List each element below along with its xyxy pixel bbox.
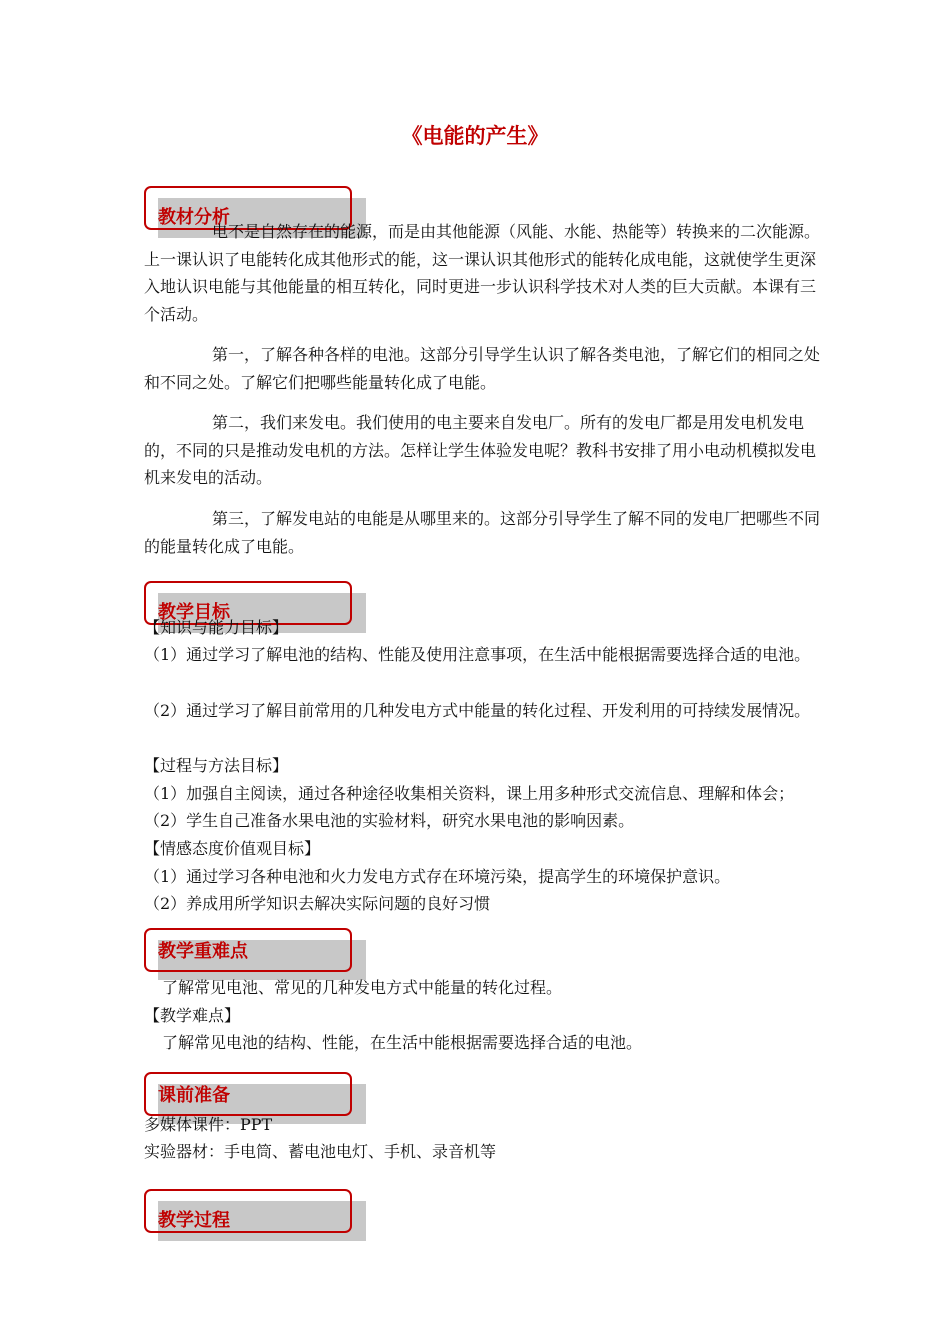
material-paragraph-2: 第一，了解各种各样的电池。这部分引导学生认识了解各类电池，了解它们的相同之处和不同之处。了解它们把哪些能量转化成了电能。	[144, 345, 821, 392]
section-heading: 教材分析	[158, 207, 230, 228]
section-heading: 教学目标	[158, 602, 230, 623]
process-goal-1: （1）加强自主阅读，通过各种途径收集相关资料，课上用多种形式交流信息、理解和体会；	[144, 784, 795, 803]
material-paragraph-3: 第二，我们来发电。我们使用的电主要来自发电厂。所有的发电厂都是用发电机发电的，不同的只是推动发电机的方法。怎样让学生体验发电呢？教科书安排了用小电动机模拟发电机来发电的活动。	[144, 413, 817, 487]
prep-media: 多媒体课件：PPT	[144, 1115, 273, 1134]
emotion-goals-label: 【情感态度价值观目标】	[144, 839, 321, 858]
section-header-process	[144, 1189, 366, 1244]
document-title: 《电能的产生》	[401, 124, 549, 148]
material-paragraph-1: 电不是自然存在的能源，而是由其他能源（风能、水能、热能等）转换来的二次能源。上一课认识了电能转化成其他形式的能，这一课认识其他形式的能转化成电能，这就使学生更深入地认识电能与其他能量的相互转化，同时更进一步认识科学技术对人类的巨大贡献。本课有三个活动。	[144, 222, 821, 324]
knowledge-goals-label: 【知识与能力目标】	[144, 618, 289, 637]
prep-equipment: 实验器材：手电筒、蓄电池电灯、手机、录音机等	[144, 1142, 497, 1161]
section-heading: 课前准备	[158, 1085, 230, 1106]
difficulty-text: 了解常见电池的结构、性能，在生活中能根据需要选择合适的电池。	[162, 1033, 643, 1052]
process-goal-2: （2）学生自己准备水果电池的实验材料，研究水果电池的影响因素。	[144, 811, 635, 830]
emotion-goal-1: （1）通过学习各种电池和火力发电方式存在环境污染，提高学生的环境保护意识。	[144, 867, 731, 886]
emotion-goal-2: （2）养成用所学知识去解决实际问题的良好习惯	[144, 894, 491, 913]
knowledge-goal-2: （2）通过学习了解目前常用的几种发电方式中能量的转化过程、开发利用的可持续发展情况。	[144, 701, 811, 720]
section-heading: 教学过程	[158, 1210, 230, 1231]
material-paragraph-4: 第三，了解发电站的电能是从哪里来的。这部分引导学生了解不同的发电厂把哪些不同的能量转化成了电能。	[144, 509, 821, 556]
difficulty-label: 【教学难点】	[144, 1006, 241, 1025]
knowledge-goal-1: （1）通过学习了解电池的结构、性能及使用注意事项，在生活中能根据需要选择合适的电池。	[144, 645, 811, 664]
process-goals-label: 【过程与方法目标】	[144, 756, 289, 775]
key-point-text: 了解常见电池、常见的几种发电方式中能量的转化过程。	[162, 978, 563, 997]
section-heading: 教学重难点	[158, 941, 248, 962]
